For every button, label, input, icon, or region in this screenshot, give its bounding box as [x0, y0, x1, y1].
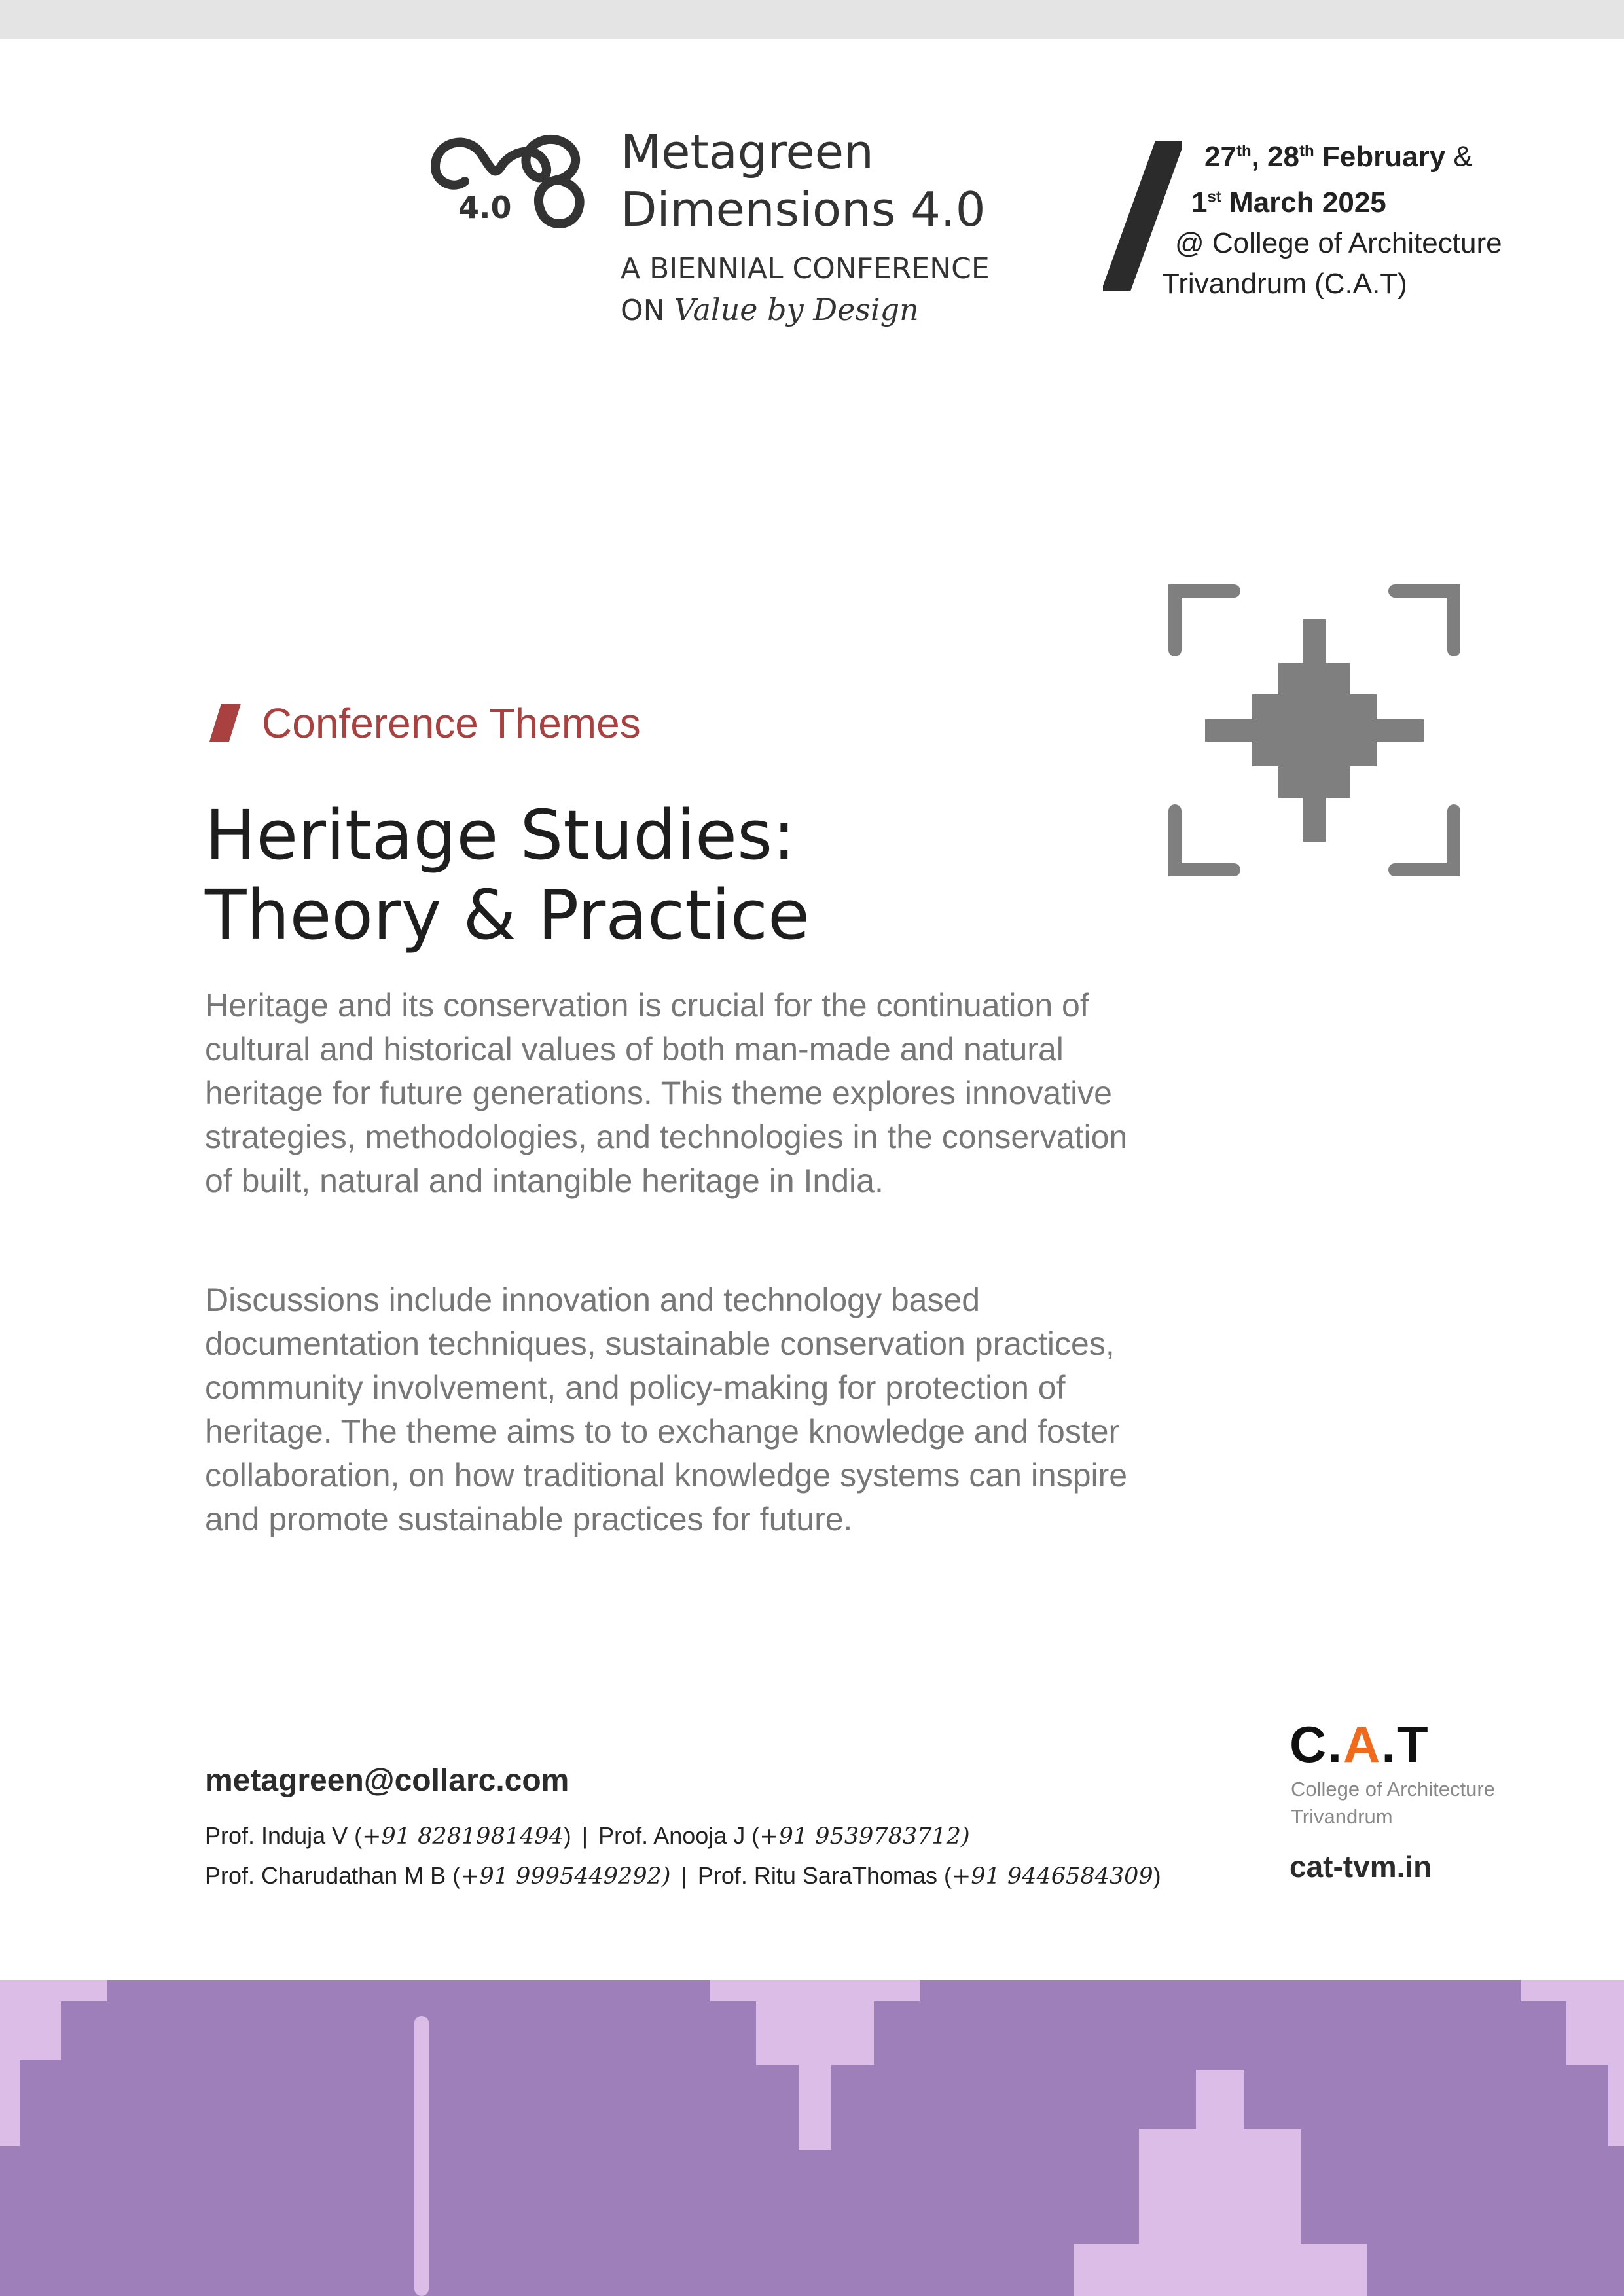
- brand-subtitle-line2: [621, 289, 990, 331]
- contact-name: Prof. Induja V (: [205, 1822, 363, 1849]
- theme-title-line1: Heritage Studies:: [205, 795, 796, 875]
- contact-row: Prof. Charudathan M B (+91 9995449292) | Prof. Ritu SaraThomas (+91 9446584309): [205, 1862, 1161, 1890]
- mg-infinity-logo-icon: [429, 128, 586, 232]
- event-dates: [1162, 131, 1502, 304]
- theme-paragraph-2: Discussions include innovation and technology based documentation techniques, sustainable conservation practices, community involvement, and policy-making for protection of heritage. The theme aims to to exchange knowledge and foster collaboration, on how traditional knowledge systems can inspire and promote sustainable practices for future.: [205, 1282, 1128, 1537]
- theme-title-line2: Theory & Practice: [205, 875, 810, 955]
- section-label: Conference Themes: [262, 700, 641, 747]
- brand-title-line2: Dimensions 4.0: [621, 182, 986, 237]
- contact-phone[interactable]: +91 9539783712): [759, 1823, 970, 1850]
- contact-name: Prof. Anooja J (: [598, 1822, 760, 1849]
- contact-row: Prof. Induja V (+91 8281981494) | Prof. Anooja J (+91 9539783712): [205, 1822, 970, 1850]
- brand-subtitle: [621, 249, 990, 331]
- brand-subtitle-line1: A BIENNIAL CONFERENCE: [621, 252, 990, 285]
- brand-title: [621, 123, 986, 238]
- separator: |: [581, 1822, 588, 1849]
- contact-email-link[interactable]: metagreen@collarc.com: [205, 1763, 569, 1798]
- contact-phone[interactable]: +91 9995449292): [460, 1863, 671, 1890]
- footer-pattern: [0, 1980, 1624, 2296]
- dates-line1: 27th, 28th February &: [1204, 140, 1473, 173]
- contact-phone[interactable]: +91 9446584309: [952, 1863, 1153, 1890]
- cat-name-line2: Trivandrum: [1291, 1805, 1393, 1828]
- venue-line1: @ College of Architecture: [1175, 227, 1502, 260]
- dates-line2: 1st March 2025: [1191, 187, 1386, 219]
- subtitle-value-by-design: Value by Design: [674, 292, 919, 327]
- brand-title-line1: Metagreen: [621, 124, 874, 179]
- cat-name-line1: College of Architecture: [1291, 1778, 1495, 1801]
- focus-frame-icon: [1168, 584, 1460, 876]
- contact-list: [205, 1816, 1161, 1896]
- contact-name: Prof. Ritu SaraThomas (: [697, 1862, 952, 1889]
- contact-phone[interactable]: +91 8281981494: [362, 1823, 564, 1850]
- logo-version: 4.0: [458, 190, 512, 225]
- top-strip: [0, 0, 1624, 39]
- theme-title: [205, 795, 810, 955]
- red-slash-icon: [209, 704, 242, 742]
- cat-logo: C.A.T: [1290, 1715, 1430, 1773]
- venue-line2: Trivandrum (C.A.T): [1162, 268, 1407, 300]
- separator: |: [681, 1862, 687, 1889]
- contact-name: Prof. Charudathan M B (: [205, 1862, 461, 1889]
- subtitle-on: ON: [621, 294, 665, 327]
- cat-name: [1291, 1776, 1495, 1831]
- theme-paragraph-1: Heritage and its conservation is crucial for the continuation of cultural and historical values of both man-made and natural heritage for future generations. This theme explores innovative strategies, methodologies, and technologies in the conservation of built, natural and intangible heritage in India.: [205, 987, 1128, 1199]
- cat-website-link[interactable]: cat-tvm.in: [1290, 1850, 1432, 1884]
